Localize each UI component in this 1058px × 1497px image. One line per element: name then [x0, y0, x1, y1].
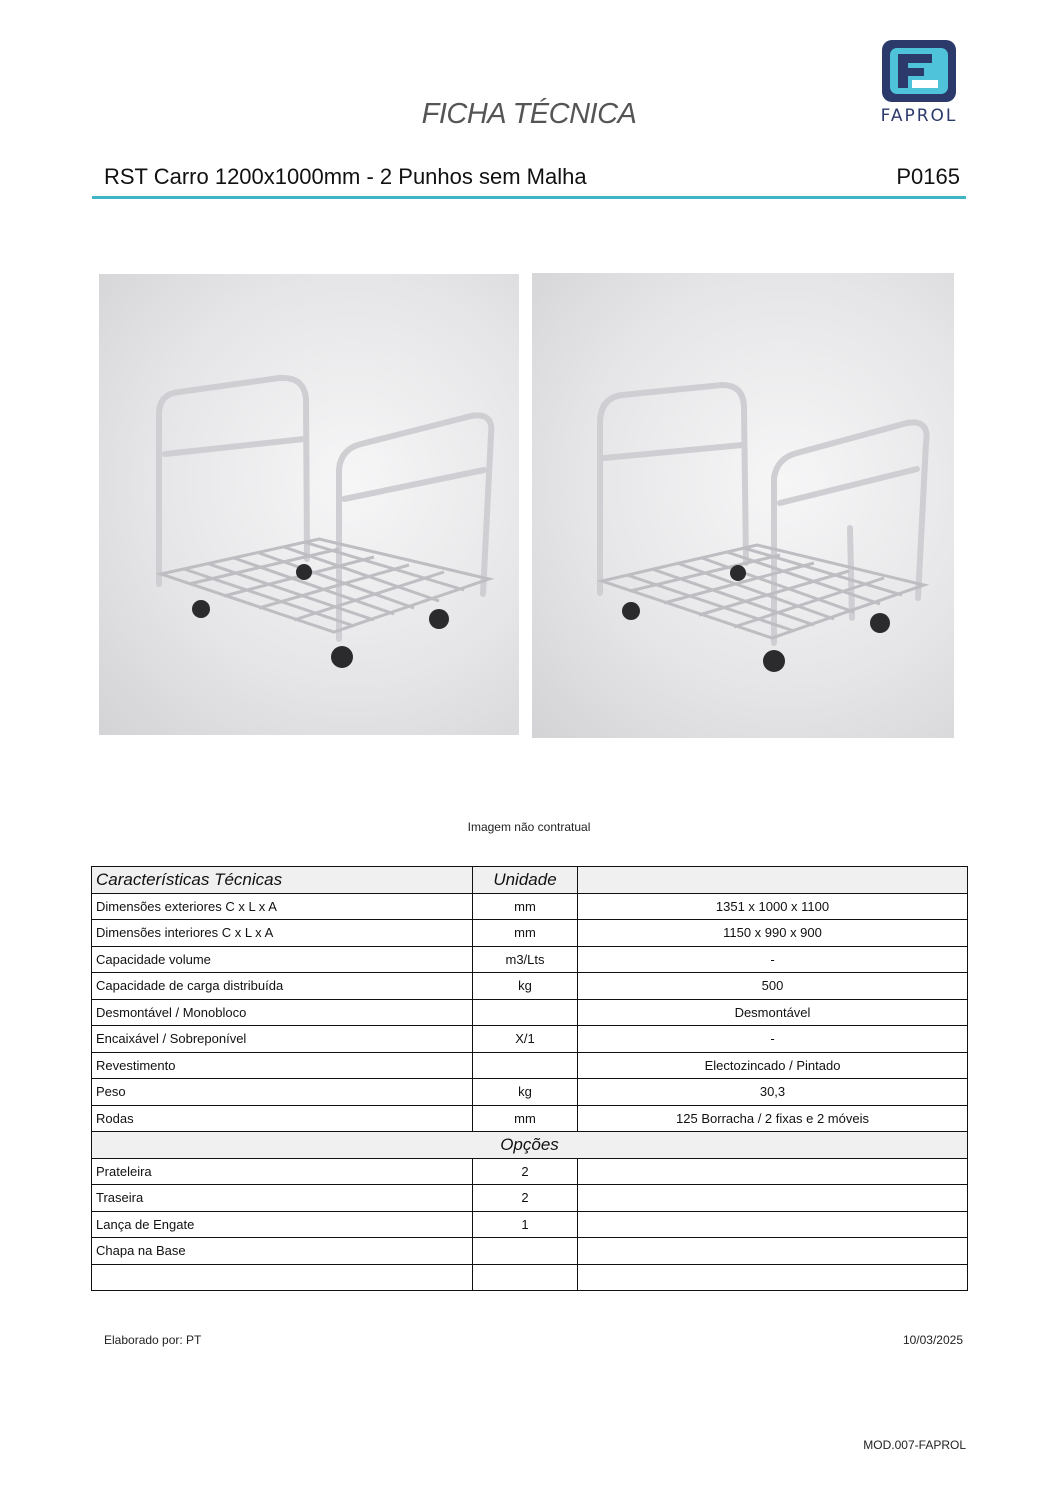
spec-unit: mm — [473, 1105, 578, 1132]
form-code: MOD.007-FAPROL — [863, 1438, 966, 1452]
product-code: P0165 — [896, 164, 960, 189]
header-value — [578, 867, 968, 894]
spec-label: Desmontável / Monobloco — [92, 999, 473, 1026]
table-row — [92, 893, 968, 920]
option-note — [578, 1264, 968, 1291]
option-label: Lança de Engate — [92, 1211, 473, 1238]
table-row — [92, 973, 968, 1000]
option-label — [92, 1264, 473, 1291]
specs-header-row — [92, 867, 968, 894]
option-label: Prateleira — [92, 1158, 473, 1185]
option-note — [578, 1185, 968, 1212]
image-disclaimer: Imagem não contratual — [467, 820, 591, 834]
spec-unit — [473, 999, 578, 1026]
spec-unit: mm — [473, 893, 578, 920]
product-photo-angle — [532, 273, 954, 738]
spec-value: 1150 x 990 x 900 — [578, 920, 968, 947]
option-label: Traseira — [92, 1185, 473, 1212]
table-row — [92, 946, 968, 973]
cart-illustration — [532, 273, 954, 738]
option-row — [92, 1211, 968, 1238]
option-qty — [473, 1264, 578, 1291]
logo-text: FAPROL — [880, 106, 958, 126]
option-row — [92, 1238, 968, 1265]
product-header — [92, 162, 966, 199]
option-note — [578, 1158, 968, 1185]
cart-illustration — [99, 274, 519, 735]
spec-value: Electozincado / Pintado — [578, 1052, 968, 1079]
specs-table — [91, 866, 968, 1291]
table-row — [92, 920, 968, 947]
table-row — [92, 1052, 968, 1079]
option-row — [92, 1185, 968, 1212]
option-row — [92, 1264, 968, 1291]
spec-label: Rodas — [92, 1105, 473, 1132]
spec-label: Dimensões interiores C x L x A — [92, 920, 473, 947]
option-note — [578, 1238, 968, 1265]
option-qty — [473, 1238, 578, 1265]
option-label: Chapa na Base — [92, 1238, 473, 1265]
header-characteristics: Características Técnicas — [92, 867, 473, 894]
spec-value: - — [578, 1026, 968, 1053]
spec-value: 1351 x 1000 x 1100 — [578, 893, 968, 920]
option-qty: 1 — [473, 1211, 578, 1238]
spec-value: 500 — [578, 973, 968, 1000]
faprol-logo — [870, 40, 968, 132]
header-unit: Unidade — [473, 867, 578, 894]
product-name: RST Carro 1200x1000mm - 2 Punhos sem Malha — [104, 164, 587, 189]
option-note — [578, 1211, 968, 1238]
spec-label: Capacidade de carga distribuída — [92, 973, 473, 1000]
spec-value: Desmontável — [578, 999, 968, 1026]
table-row — [92, 1026, 968, 1053]
logo-icon — [882, 40, 956, 102]
table-row — [92, 1079, 968, 1106]
table-row — [92, 1105, 968, 1132]
options-header-row — [92, 1132, 968, 1159]
spec-label: Capacidade volume — [92, 946, 473, 973]
document-title: FICHA TÉCNICA — [421, 98, 637, 130]
prepared-by: Elaborado por: PT — [104, 1333, 202, 1347]
spec-unit: X/1 — [473, 1026, 578, 1053]
document-date: 10/03/2025 — [902, 1333, 963, 1347]
spec-unit — [473, 1052, 578, 1079]
options-title: Opções — [92, 1132, 968, 1159]
spec-unit: m3/Lts — [473, 946, 578, 973]
spec-label: Revestimento — [92, 1052, 473, 1079]
spec-label: Dimensões exteriores C x L x A — [92, 893, 473, 920]
option-qty: 2 — [473, 1158, 578, 1185]
spec-value: 30,3 — [578, 1079, 968, 1106]
table-row — [92, 999, 968, 1026]
spec-label: Encaixável / Sobreponível — [92, 1026, 473, 1053]
spec-unit: kg — [473, 1079, 578, 1106]
product-photo-front — [99, 274, 519, 735]
spec-unit: kg — [473, 973, 578, 1000]
spec-value: - — [578, 946, 968, 973]
option-qty: 2 — [473, 1185, 578, 1212]
spec-value: 125 Borracha / 2 fixas e 2 móveis — [578, 1105, 968, 1132]
spec-label: Peso — [92, 1079, 473, 1106]
option-row — [92, 1158, 968, 1185]
spec-unit: mm — [473, 920, 578, 947]
